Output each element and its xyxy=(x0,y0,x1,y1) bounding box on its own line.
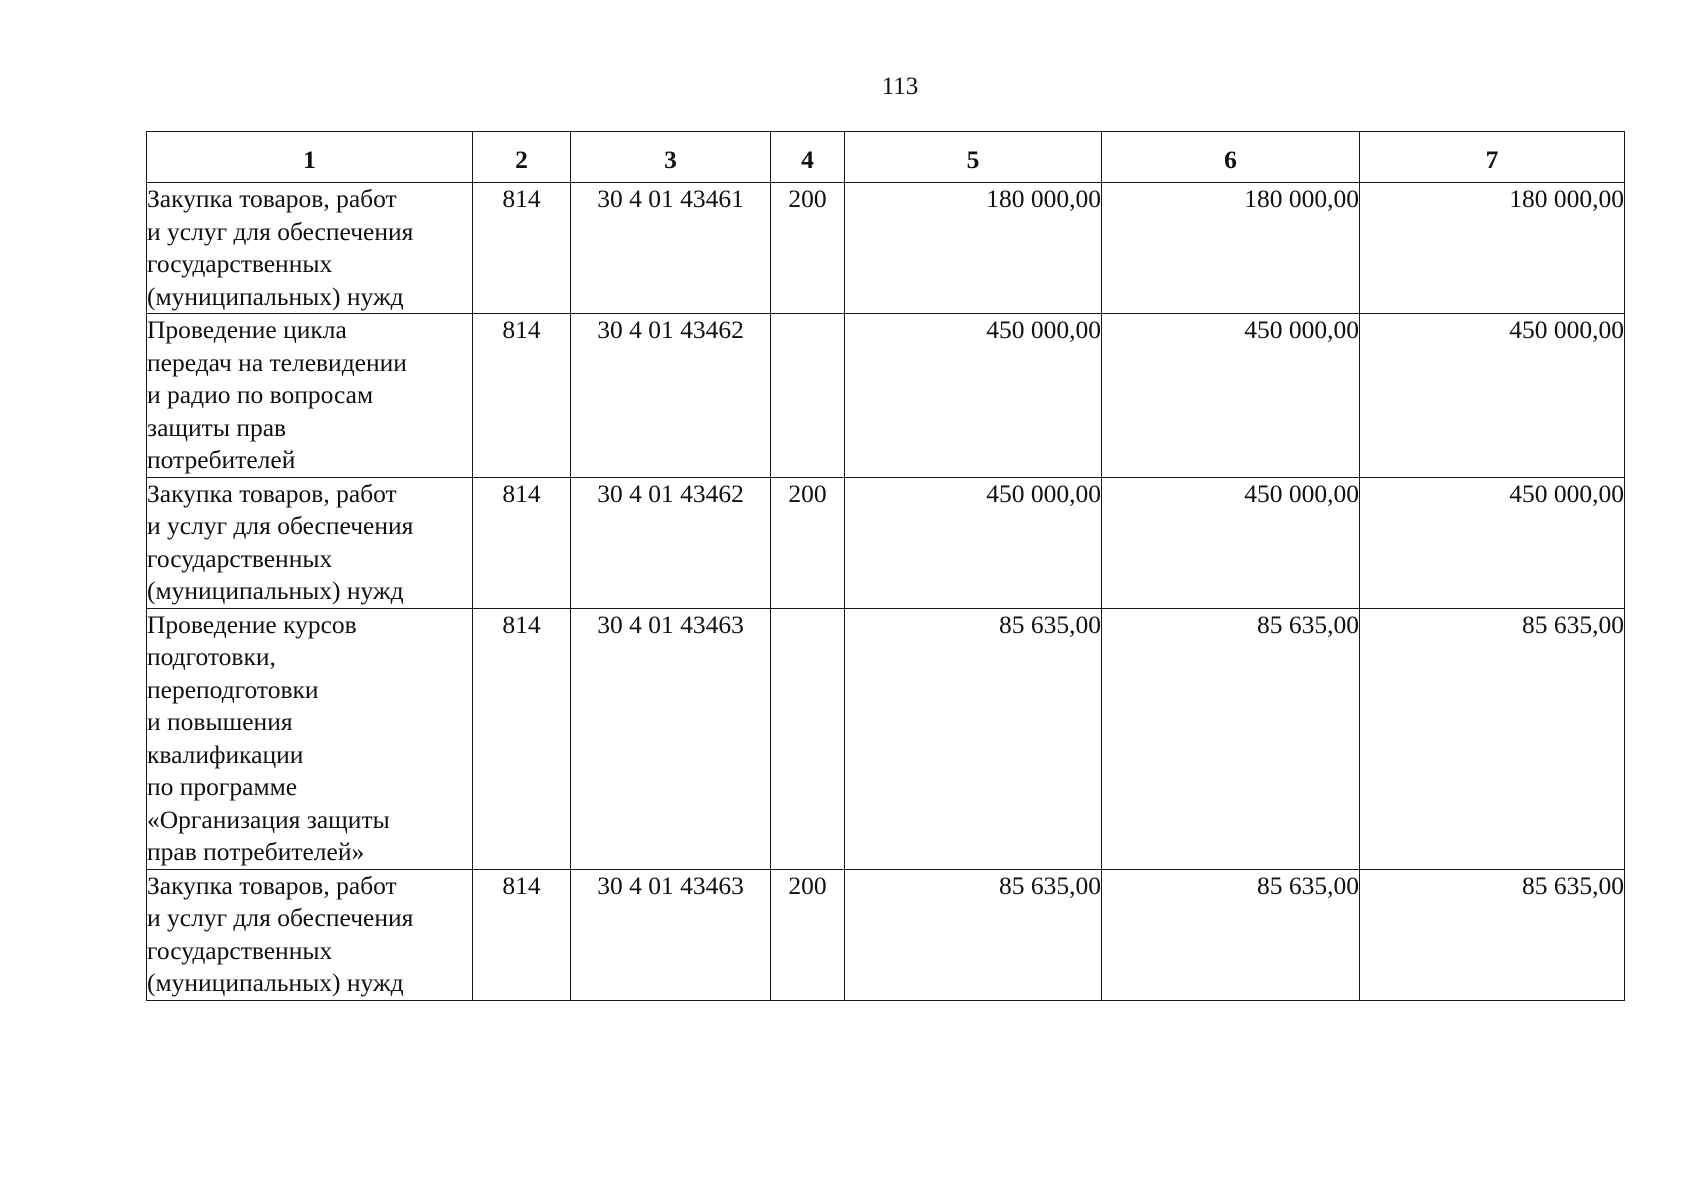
item-name-line: потребителей xyxy=(147,445,296,474)
column-header: 3 xyxy=(571,132,771,183)
budget-table xyxy=(146,131,1625,1001)
column-header: 1 xyxy=(147,132,473,183)
item-name-cell xyxy=(147,869,473,1000)
amount-cell-col6: 450 000,00 xyxy=(1102,477,1360,608)
target-article-cell: 30 4 01 43462 xyxy=(571,477,771,608)
ministry-code-cell: 814 xyxy=(473,608,571,869)
item-name-line: и услуг для обеспечения xyxy=(147,216,414,246)
item-name-line: и повышения xyxy=(147,707,293,736)
item-name-line: передач на телевидении xyxy=(147,347,407,377)
item-name-line: и услуг для обеспечения xyxy=(147,511,414,540)
ministry-code-cell: 814 xyxy=(473,314,571,478)
amount-cell-col7: 85 635,00 xyxy=(1360,608,1625,869)
expense-type-cell xyxy=(771,314,845,478)
table-row xyxy=(147,869,1625,1000)
item-name-line: (муниципальных) нужд xyxy=(147,281,404,311)
column-header: 2 xyxy=(473,132,571,183)
expense-type-cell xyxy=(771,608,845,869)
item-name-line: Проведение цикла xyxy=(147,315,347,344)
amount-cell-col7: 450 000,00 xyxy=(1360,314,1625,478)
amount-cell-col6: 450 000,00 xyxy=(1102,314,1360,478)
item-name-line: прав потребителей» xyxy=(147,837,365,866)
item-name-line: Закупка товаров, работ xyxy=(147,184,397,213)
amount-cell-col5: 180 000,00 xyxy=(845,183,1102,314)
item-name-line: (муниципальных) нужд xyxy=(147,576,404,605)
item-name-line: защиты прав xyxy=(147,412,287,442)
item-name-line: «Организация защиты xyxy=(147,804,390,834)
page-number: 113 xyxy=(881,73,919,100)
item-name-line: и радио по вопросам xyxy=(147,380,374,409)
item-name-line: квалификации xyxy=(147,739,304,769)
table-row xyxy=(147,608,1625,869)
target-article-cell: 30 4 01 43461 xyxy=(571,183,771,314)
expense-type-cell: 200 xyxy=(771,477,845,608)
item-name-line: государственных xyxy=(147,935,333,965)
amount-cell-col5: 450 000,00 xyxy=(845,477,1102,608)
item-name-line: (муниципальных) нужд xyxy=(147,968,404,997)
amount-cell-col7: 85 635,00 xyxy=(1360,869,1625,1000)
item-name-line: по программе xyxy=(147,772,298,801)
item-name-line: Закупка товаров, работ xyxy=(147,478,397,508)
table-row xyxy=(147,477,1625,608)
column-header: 6 xyxy=(1102,132,1360,183)
item-name-line: государственных xyxy=(147,249,333,278)
item-name-line: и услуг для обеспечения xyxy=(147,903,414,932)
ministry-code-cell: 814 xyxy=(473,869,571,1000)
table-row xyxy=(147,314,1625,478)
item-name-line: Закупка товаров, работ xyxy=(147,870,397,900)
item-name-cell xyxy=(147,183,473,314)
amount-cell-col5: 85 635,00 xyxy=(845,608,1102,869)
amount-cell-col7: 450 000,00 xyxy=(1360,477,1625,608)
item-name-line: Проведение курсов xyxy=(147,609,357,639)
amount-cell-col6: 85 635,00 xyxy=(1102,869,1360,1000)
item-name-cell xyxy=(147,314,473,478)
amount-cell-col5: 85 635,00 xyxy=(845,869,1102,1000)
column-header: 5 xyxy=(845,132,1102,183)
ministry-code-cell: 814 xyxy=(473,183,571,314)
item-name-cell xyxy=(147,477,473,608)
item-name-line: государственных xyxy=(147,543,333,573)
amount-cell-col7: 180 000,00 xyxy=(1360,183,1625,314)
item-name-cell xyxy=(147,608,473,869)
column-header: 7 xyxy=(1360,132,1625,183)
column-header: 4 xyxy=(771,132,845,183)
ministry-code-cell: 814 xyxy=(473,477,571,608)
header-row xyxy=(147,132,1625,183)
item-name-line: переподготовки xyxy=(147,674,319,704)
target-article-cell: 30 4 01 43463 xyxy=(571,869,771,1000)
item-name-line: подготовки, xyxy=(147,642,276,671)
target-article-cell: 30 4 01 43462 xyxy=(571,314,771,478)
target-article-cell: 30 4 01 43463 xyxy=(571,608,771,869)
expense-type-cell: 200 xyxy=(771,183,845,314)
amount-cell-col6: 85 635,00 xyxy=(1102,608,1360,869)
amount-cell-col6: 180 000,00 xyxy=(1102,183,1360,314)
amount-cell-col5: 450 000,00 xyxy=(845,314,1102,478)
table-row xyxy=(147,183,1625,314)
expense-type-cell: 200 xyxy=(771,869,845,1000)
